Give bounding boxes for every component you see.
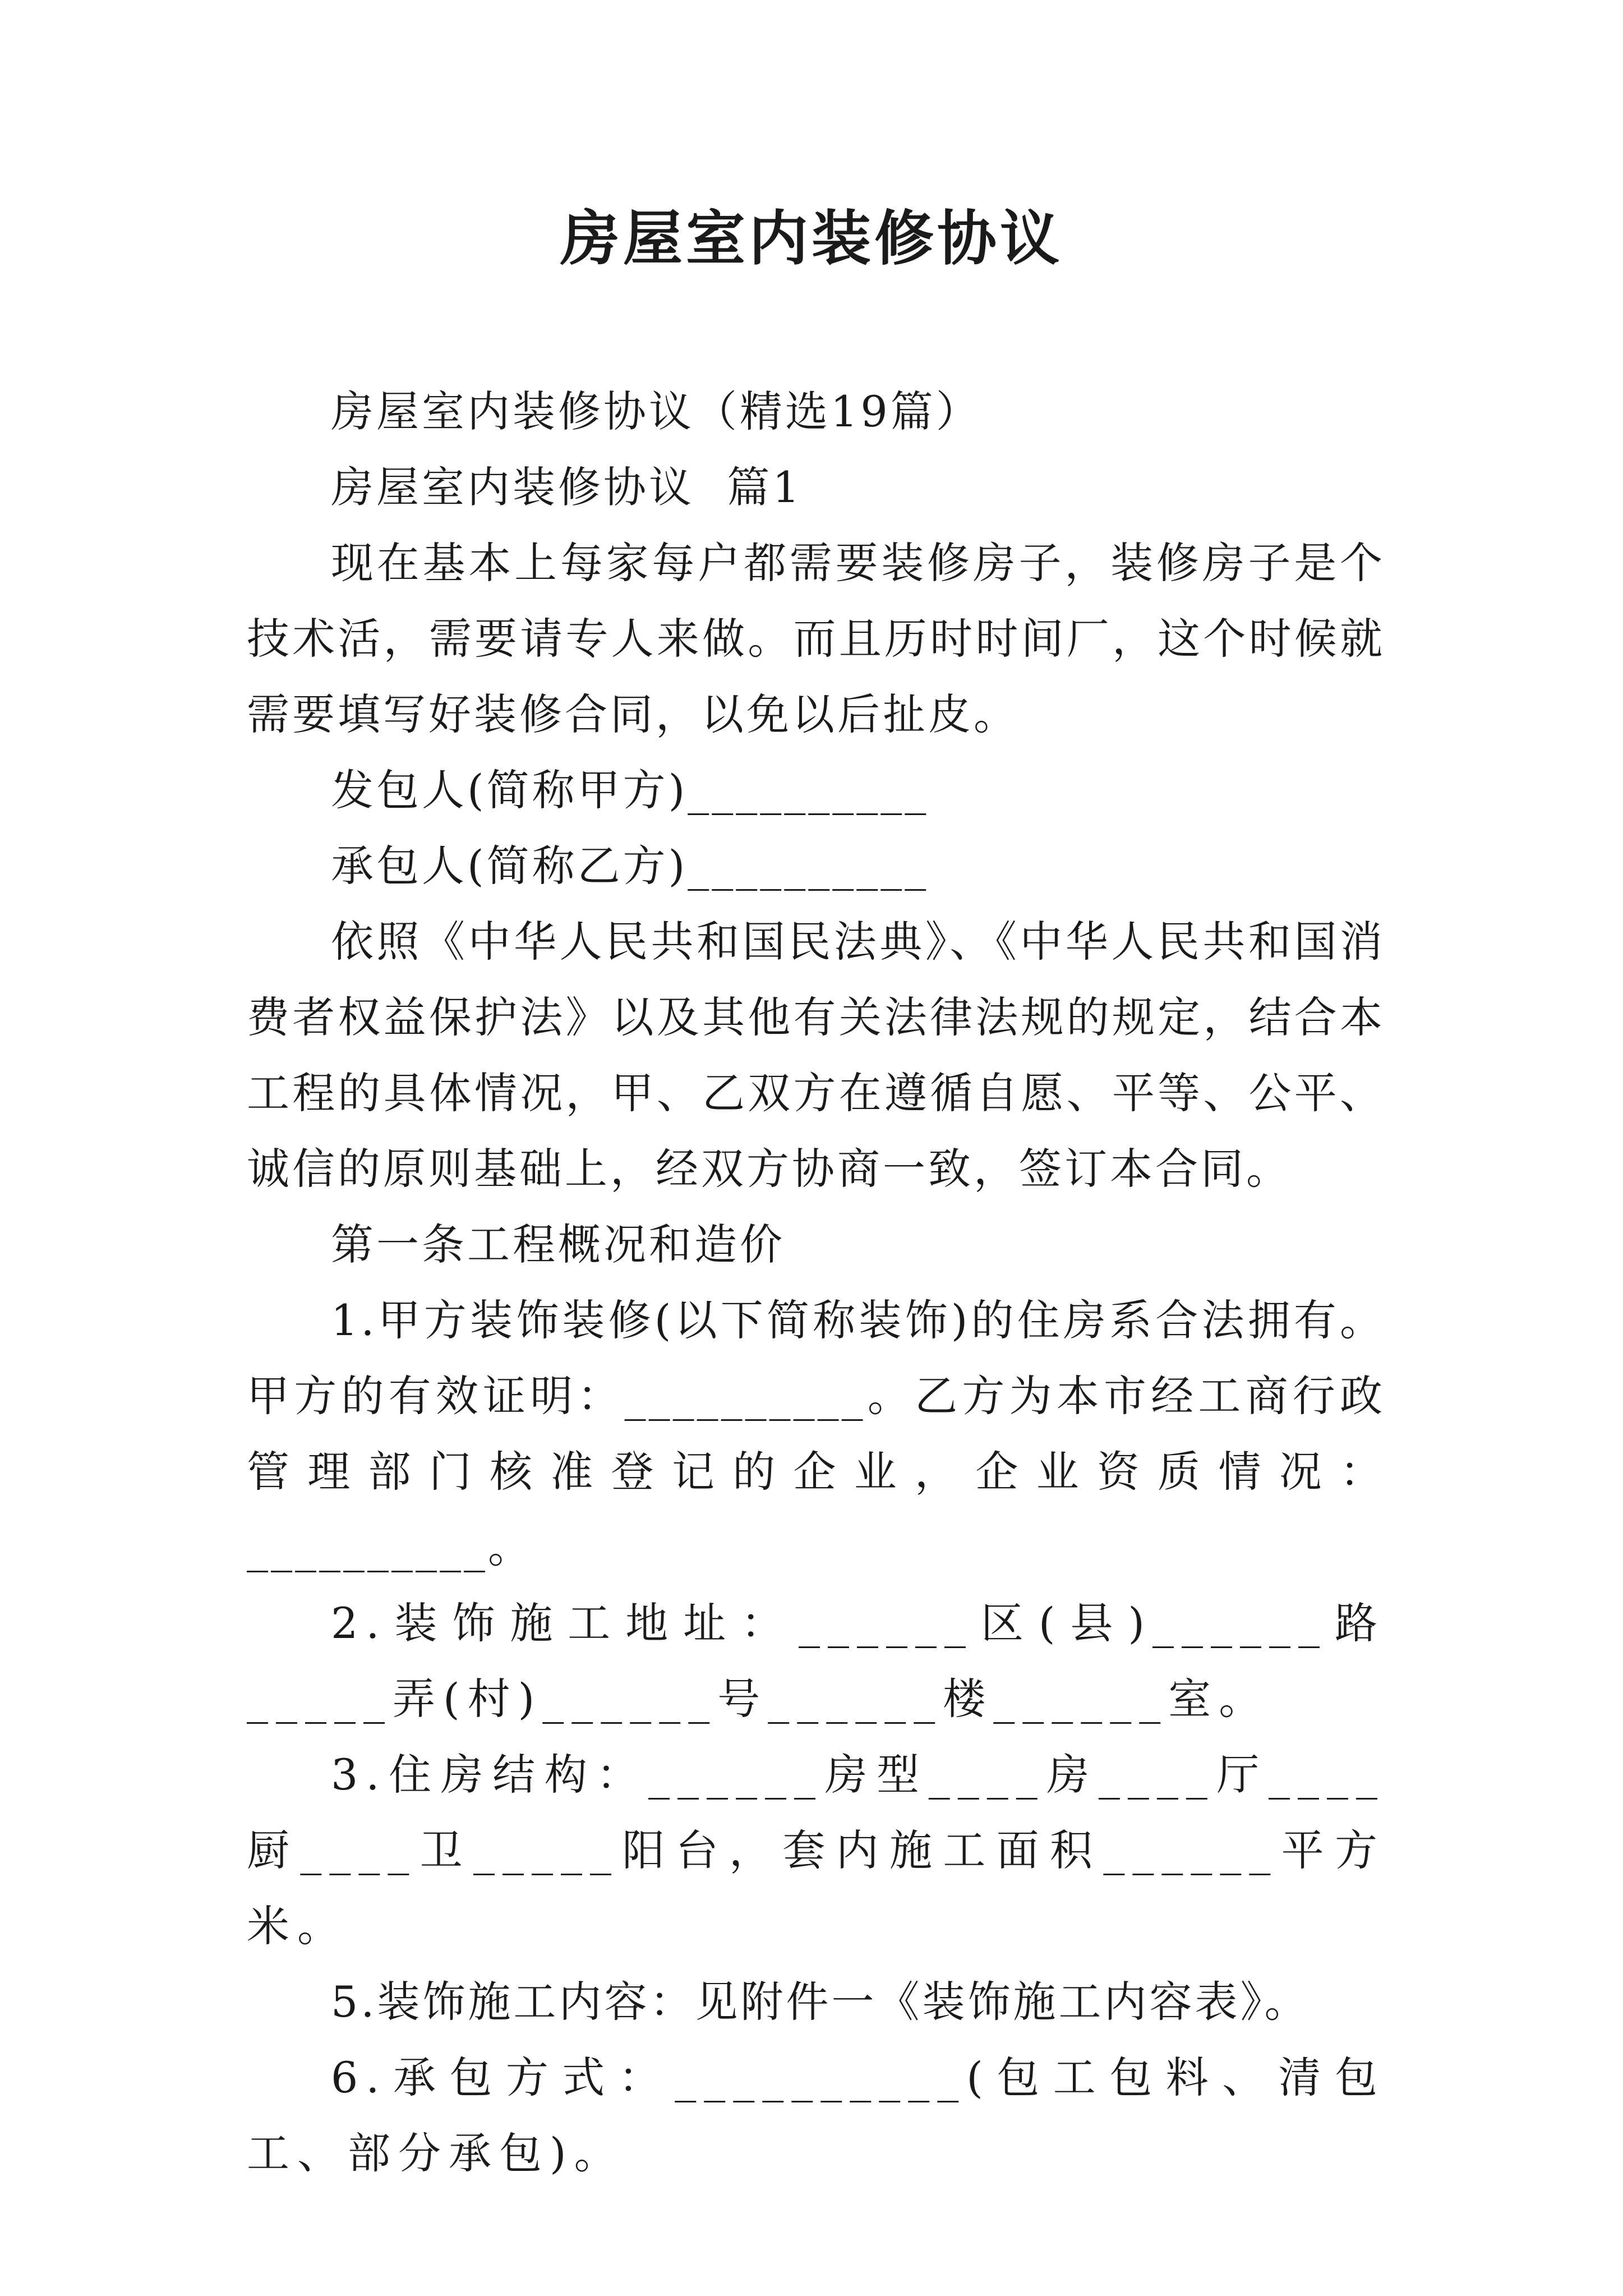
document-title: 房屋室内装修协议: [560, 203, 1063, 273]
paragraph-article-one: 第一条工程概况和造价: [331, 1220, 785, 1269]
paragraph-item-6: 6.承包方式：__________(包工包料、清包工、部分承包)。: [247, 2053, 1385, 2178]
paragraph-section-heading: 房屋室内装修协议 篇1: [331, 462, 803, 512]
paragraph-subtitle: 房屋室内装修协议（精选19篇）: [331, 386, 981, 436]
paragraph-legal-basis: 依照《中华人民共和国民法典》、《中华人民共和国消费者权益保护法》以及其他有关法律法规的规定，结合本工程的具体情况，甲、乙双方在遵循自愿、平等、公平、诚信的原则基础上，经双方协商一致，签订本合同。: [247, 917, 1385, 1194]
paragraph-item-5: 5.装饰施工内容：见附件一《装饰施工内容表》。: [331, 1977, 1310, 2027]
paragraph-item-3: 3.住房结构：______房型____房____厅____厨____卫_____阳台，套内施工面积______平方米。: [247, 1750, 1385, 1951]
paragraph-item-1: 1.甲方装饰装修(以下简称装饰)的住房系合法拥有。甲方的有效证明：__________。乙方为本市经工商行政管理部门核准登记的企业，企业资质情况：__________。: [247, 1295, 1385, 1572]
paragraph-party-a: 发包人(简称甲方)__________: [331, 765, 929, 815]
paragraph-party-b: 承包人(简称乙方)__________: [331, 841, 929, 891]
paragraph-intro: 现在基本上每家每户都需要装修房子，装修房子是个技术活，需要请专人来做。而且历时时间厂，这个时候就需要填写好装修合同，以免以后扯皮。: [247, 538, 1385, 739]
document-body: [247, 374, 1385, 2191]
paragraph-item-2: 2.装饰施工地址：______区(县)______路_____弄(村)______号______楼______室。: [247, 1598, 1385, 1724]
